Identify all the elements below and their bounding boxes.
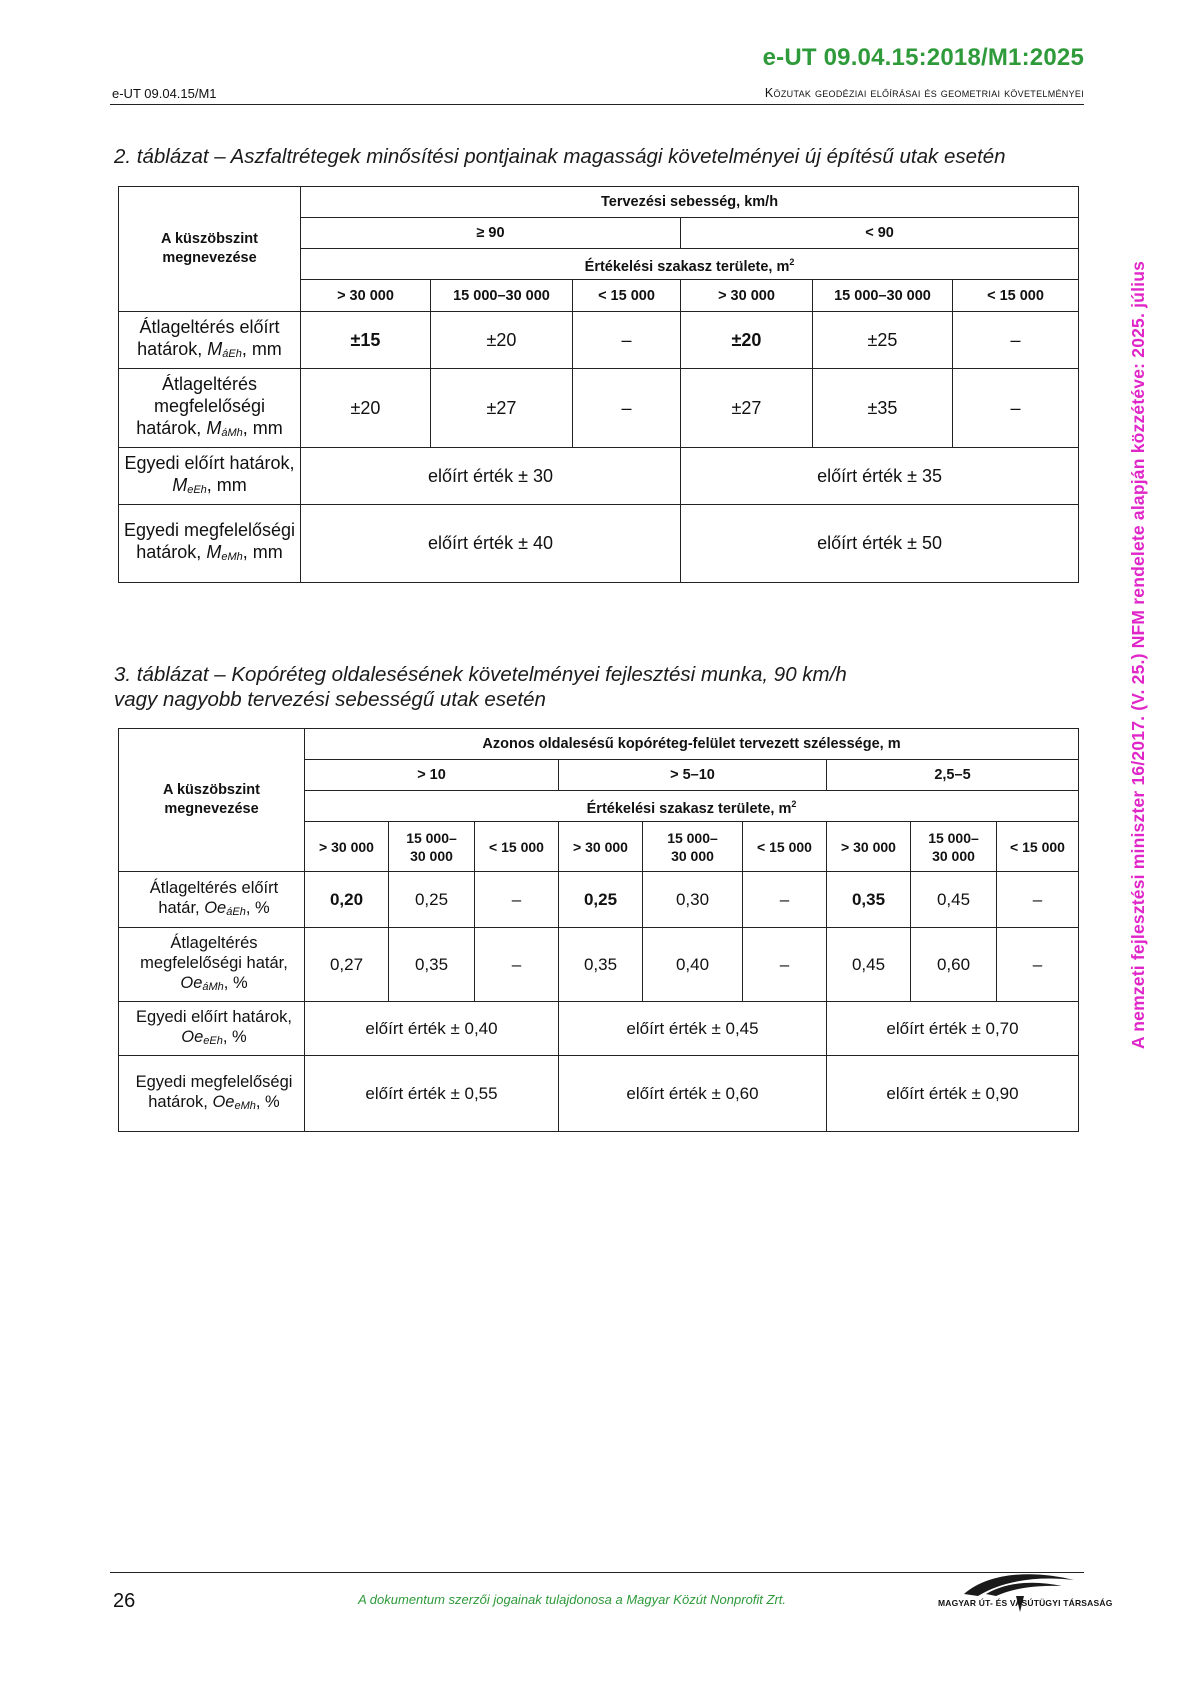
table-row: [119, 928, 1079, 1002]
table1-col-header: 15 000–30 000: [813, 280, 953, 312]
merged-cell: előírt érték ± 35: [681, 448, 1079, 505]
table-cell: ±27: [681, 369, 813, 448]
table-cell: –: [953, 312, 1079, 369]
table-cell: 0,35: [827, 872, 911, 928]
table-cell: –: [743, 928, 827, 1002]
table2-col-header: 15 000– 30 000: [911, 822, 997, 872]
table1-area-header: Értékelési szakasz területe, $m^2$: [301, 249, 1079, 280]
table1-speed-ge90: ≥ 90: [301, 218, 681, 249]
table-cell: ±27: [431, 369, 573, 448]
table2-col-header: < 15 000: [743, 822, 827, 872]
table-cell: 0,60: [911, 928, 997, 1002]
table-cell: ±35: [813, 369, 953, 448]
header-divider: [110, 104, 1084, 105]
table-cell: 0,45: [827, 928, 911, 1002]
row-label: Egyedi előírt határok, OeeEh, %: [119, 1002, 305, 1056]
table2-col-header: > 30 000: [559, 822, 643, 872]
row-label: Átlageltérés megfelelőségi határ, OeáMh, %: [119, 928, 305, 1002]
merged-cell: előírt érték ± 40: [301, 505, 681, 583]
society-logo-text: MAGYAR ÚT- ÉS VASÚTÜGYI TÁRSASÁG: [938, 1598, 1113, 1608]
table-cell: 0,40: [643, 928, 743, 1002]
table-row: [119, 448, 1079, 505]
merged-cell: előírt érték ± 0,45: [559, 1002, 827, 1056]
row-label: Átlageltérés előírt határ, OeáEh, %: [119, 872, 305, 928]
table-cell: ±20: [431, 312, 573, 369]
table-cell: 0,25: [559, 872, 643, 928]
table2-width-group: > 10: [305, 760, 559, 791]
page-number: 26: [113, 1590, 136, 1612]
table1-speed-lt90: < 90: [681, 218, 1079, 249]
table2-col-header: > 30 000: [305, 822, 389, 872]
row-label: Átlageltérés előírt határok, MáEh, mm: [119, 312, 301, 369]
table-cell: ±20: [301, 369, 431, 448]
table1-col-header: < 15 000: [573, 280, 681, 312]
table2-col-header: 15 000– 30 000: [643, 822, 743, 872]
table-cell: –: [743, 872, 827, 928]
table1-corner-header: A küszöbszint megnevezése: [119, 187, 301, 312]
table-cell: ±25: [813, 312, 953, 369]
table-cell: –: [475, 872, 559, 928]
row-label: Átlageltérés megfelelőségi határok, MáMh, mm: [119, 369, 301, 448]
table-cell: –: [573, 369, 681, 448]
table1: [118, 186, 1079, 583]
header-left-code: e-UT 09.04.15/M1: [112, 86, 217, 101]
merged-cell: előírt érték ± 0,70: [827, 1002, 1079, 1056]
table-cell: ±15: [301, 312, 431, 369]
table-cell: –: [997, 872, 1079, 928]
table1-speed-header: Tervezési sebesség, km/h: [301, 187, 1079, 218]
row-label: Egyedi megfelelőségi határok, MeMh, mm: [119, 505, 301, 583]
merged-cell: előírt érték ± 0,55: [305, 1056, 559, 1132]
header-title: Közutak geodéziai előírásai és geometriai követelményei: [764, 86, 1084, 100]
table1-col-header: < 15 000: [953, 280, 1079, 312]
table-cell: 0,27: [305, 928, 389, 1002]
table-cell: 0,35: [559, 928, 643, 1002]
table-cell: –: [953, 369, 1079, 448]
table-cell: 0,20: [305, 872, 389, 928]
table-cell: –: [475, 928, 559, 1002]
publication-side-note: A nemzeti fejlesztési miniszter 16/2017. (V. 25.) NFM rendelete alapján közzétéve: 2025. július: [1128, 260, 1148, 1049]
table-cell: 0,45: [911, 872, 997, 928]
table-row: [119, 369, 1079, 448]
table-row: [119, 312, 1079, 369]
copyright-notice: A dokumentum szerzői jogainak tulajdonosa a Magyar Közút Nonprofit Zrt.: [358, 1592, 787, 1607]
table2-col-header: < 15 000: [475, 822, 559, 872]
table2-area-header: Értékelési szakasz területe, $m^2$: [305, 791, 1079, 822]
table1-col-header: 15 000–30 000: [431, 280, 573, 312]
society-logo-icon: [934, 1568, 1084, 1618]
table1-col-header: > 30 000: [681, 280, 813, 312]
table2-col-header: 15 000– 30 000: [389, 822, 475, 872]
table2-caption: [114, 662, 1014, 712]
merged-cell: előírt érték ± 0,90: [827, 1056, 1079, 1132]
table-row: [119, 1056, 1079, 1132]
table2-width-group: 2,5–5: [827, 760, 1079, 791]
table2-width-header: Azonos oldalesésű kopóréteg-felület tervezett szélessége, m: [305, 729, 1079, 760]
row-label: Egyedi megfelelőségi határok, OeeMh, %: [119, 1056, 305, 1132]
table2-caption-line1: 3. táblázat – Kopóréteg oldalesésének követelményei fejlesztési munka, 90 km/h: [114, 663, 847, 686]
table2-col-header: < 15 000: [997, 822, 1079, 872]
table2: [118, 728, 1079, 1132]
row-label: Egyedi előírt határok, MeEh, mm: [119, 448, 301, 505]
merged-cell: előírt érték ± 0,40: [305, 1002, 559, 1056]
table-cell: 0,35: [389, 928, 475, 1002]
document-code: e-UT 09.04.15:2018/M1:2025: [762, 44, 1084, 71]
table1-caption: 2. táblázat – Aszfaltrétegek minősítési pontjainak magassági követelményei új építésű utak esetén: [114, 145, 1006, 168]
merged-cell: előírt érték ± 30: [301, 448, 681, 505]
merged-cell: előírt érték ± 50: [681, 505, 1079, 583]
table-row: [119, 872, 1079, 928]
table-cell: ±20: [681, 312, 813, 369]
table2-width-group: > 5–10: [559, 760, 827, 791]
table2-caption-line2: vagy nagyobb tervezési sebességű utak esetén: [114, 688, 546, 711]
table-row: [119, 505, 1079, 583]
table2-corner-header: A küszöbszint megnevezése: [119, 729, 305, 872]
table1-col-header: > 30 000: [301, 280, 431, 312]
table2-col-header: > 30 000: [827, 822, 911, 872]
table-row: [119, 1002, 1079, 1056]
table-cell: –: [997, 928, 1079, 1002]
table-cell: –: [573, 312, 681, 369]
table-cell: 0,25: [389, 872, 475, 928]
merged-cell: előírt érték ± 0,60: [559, 1056, 827, 1132]
table-cell: 0,30: [643, 872, 743, 928]
